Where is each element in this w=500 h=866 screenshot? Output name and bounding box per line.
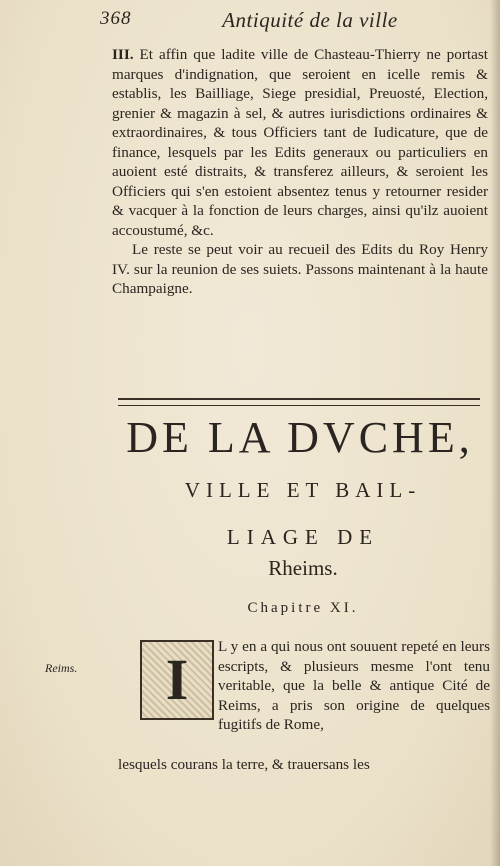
chapter-heading: Chapitre XI. <box>247 600 359 616</box>
section-subtitle-line2: LIAGE DE <box>226 525 380 549</box>
initial-letter: I <box>165 647 189 712</box>
page-edge-shadow <box>490 0 500 866</box>
section-title: DE LA DVCHE, <box>126 413 474 462</box>
chapter-text-line: lesquels courans la terre, & trauersans les <box>118 756 370 773</box>
chapter-text-block: L y en a qui nous ont souuent repeté en leurs escripts, & plusieurs mesme l'ont tenu veritable, que la belle & antique Cité de Reims, a pris son origine de quelques fugitifs de Rome, <box>218 638 490 734</box>
page-header <box>100 8 480 38</box>
chapter-text-continued <box>118 755 490 775</box>
paragraph-3-text: Et affin que ladite ville de Chasteau-Thierry ne portast marques d'indignation, que seroient en icelle remis & establis, les Bailliage, Siege presidial, Preuosté, Election, grenier & magazin à sel, & autres iurisdictions ordinaires & extraordinaires, & tous Officiers tant de Iudicature, que de finance, lesquels par les Edits generaux ou particuliers en auoient esté distraits, & transferez ailleurs, & seroient les Officiers qui s'en estoient absentez tenus y retourner resider & vacquer à la fonction de leurs charges, ainsi qu'ilz auoient accoustumé, &c. <box>112 46 489 239</box>
section-subtitle-line1: VILLE ET BAIL- <box>184 478 422 502</box>
section-subtitle-line3: Rheims. <box>268 556 338 580</box>
chapter-text-beside-initial <box>218 637 490 735</box>
paragraph-closing: Le reste se peut voir au recueil des Edits du Roy Henry IV. sur la reunion de ses suiets. Passons maintenant à la haute Champaigne. <box>112 241 488 297</box>
paragraph-3 <box>112 45 488 240</box>
ornamental-initial <box>140 640 214 720</box>
body-text <box>112 45 488 299</box>
running-title: Antiquité de la ville <box>222 8 398 32</box>
margin-note: Reims. <box>45 661 78 675</box>
section-divider <box>118 398 480 406</box>
page-number: 368 <box>100 8 132 29</box>
paragraph-number: III. <box>112 46 134 63</box>
